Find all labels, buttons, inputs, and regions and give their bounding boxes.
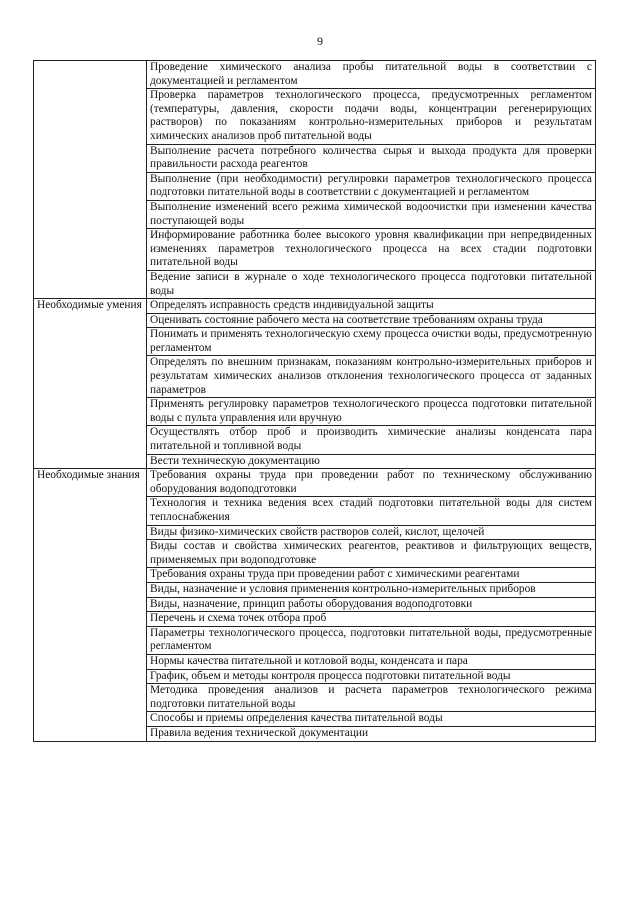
requirement-cell — [147, 726, 596, 741]
competency-table — [33, 60, 596, 742]
requirement-cell — [147, 469, 596, 497]
requirement-text: Виды физико-химических свойств растворов солей, кислот, щелочей — [150, 525, 485, 538]
requirement-text: Оценивать состояние рабочего места на соответствие требованиям охраны труда — [150, 313, 543, 326]
requirement-text: Выполнение изменений всего режима химической водоочистки при изменении качества поступающей воды — [150, 200, 592, 227]
requirement-cell — [147, 356, 596, 398]
requirement-cell — [147, 89, 596, 144]
section-label: Необходимые знания — [34, 469, 147, 741]
requirement-cell — [147, 454, 596, 469]
requirement-text: Определять исправность средств индивидуальной защиты — [150, 299, 434, 312]
table-row — [34, 469, 596, 497]
requirement-text: Проверка параметров технологического процесса, предусмотренных регламентом (температуры, давления, скорости подачи воды, концентрации регенерирующих растворов) по показаниям контрольно-измерительных приборов и результатам химических анализов проб питательной воды — [150, 89, 592, 142]
requirement-cell — [147, 654, 596, 669]
requirement-text: Способы и приемы определения качества питательной воды — [150, 712, 443, 725]
requirement-cell — [147, 540, 596, 568]
table-row — [34, 61, 596, 89]
requirement-text: График, объем и методы контроля процесса подготовки питательной воды — [150, 669, 511, 682]
requirement-cell — [147, 684, 596, 712]
requirement-cell — [147, 328, 596, 356]
requirement-cell — [147, 582, 596, 597]
table-row — [34, 299, 596, 314]
requirement-text: Осуществлять отбор проб и производить химические анализы конденсата пара питательной и топливной воды — [150, 426, 592, 453]
requirement-cell — [147, 270, 596, 298]
requirement-text: Информирование работника более высокого уровня квалификации при непредвиденных изменениях параметров технологического процесса на всех стадии подготовки питательной воды — [150, 229, 592, 269]
requirement-cell — [147, 61, 596, 89]
requirement-text: Выполнение (при необходимости) регулировки параметров технологического процесса подготовки питательной воды в соответствии с документацией и регламентом — [150, 172, 592, 199]
requirement-cell — [147, 200, 596, 228]
requirement-text: Технология и техника ведения всех стадий подготовки питательной воды для систем теплоснабжения — [150, 497, 592, 523]
requirement-text: Определять по внешним признакам, показаниям контрольно-измерительных приборов и результатам химических анализов отклонения технологического процесса от заданных параметров — [150, 356, 592, 396]
page-number: 9 — [317, 34, 323, 48]
requirement-text: Выполнение расчета потребного количества сырья и выхода продукта для проверки правильности расхода реагентов — [150, 144, 592, 171]
requirement-text: Параметры технологического процесса, подготовки питательной воды, предусмотренные регламентом — [150, 626, 592, 653]
requirement-cell — [147, 299, 596, 314]
requirement-cell — [147, 229, 596, 271]
requirement-cell — [147, 144, 596, 172]
requirement-cell — [147, 313, 596, 328]
section-label — [34, 61, 147, 299]
requirement-text: Применять регулировку параметров технологического процесса подготовки питательной воды с пульта управления или вручную — [150, 398, 592, 424]
requirement-cell — [147, 626, 596, 654]
requirement-text: Требования охраны труда при проведении работ по техническому обслуживанию оборудования водоподготовки — [150, 469, 592, 495]
requirement-text: Методика проведения анализов и расчета параметров технологического режима подготовки питательной воды — [150, 684, 592, 710]
requirement-text: Требования охраны труда при проведении работ с химическими реагентами — [150, 568, 520, 581]
requirement-text: Вести техническую документацию — [150, 454, 320, 467]
requirement-text: Правила ведения технической документации — [150, 726, 369, 739]
requirement-cell — [147, 497, 596, 525]
requirement-text: Виды, назначение и условия применения контрольно-измерительных приборов — [150, 582, 536, 595]
requirement-text: Нормы качества питательной и котловой воды, конденсата и пара — [150, 654, 468, 667]
requirement-cell — [147, 525, 596, 540]
requirement-text: Виды состав и свойства химических реагентов, реактивов и фильтрующих веществ, применяемых при водоподготовке — [150, 540, 592, 566]
requirement-cell — [147, 669, 596, 684]
requirement-cell — [147, 612, 596, 627]
requirement-text: Понимать и применять технологическую схему процесса очистки воды, предусмотренную регламентом — [150, 328, 592, 354]
requirement-cell — [147, 712, 596, 727]
requirement-cell — [147, 398, 596, 426]
requirement-text: Ведение записи в журнале о ходе технологического процесса подготовки питательной воды — [150, 270, 592, 297]
requirement-cell — [147, 172, 596, 200]
requirement-text: Проведение химического анализа пробы питательной воды в соответствии с документацией и регламентом — [150, 61, 592, 87]
requirement-text: Виды, назначение, принцип работы оборудования водоподготовки — [150, 597, 473, 610]
section-label: Необходимые умения — [34, 299, 147, 469]
requirement-text: Перечень и схема точек отбора проб — [150, 612, 327, 625]
table-body — [34, 61, 596, 742]
requirement-cell — [147, 568, 596, 583]
requirement-cell — [147, 426, 596, 454]
requirement-cell — [147, 597, 596, 612]
